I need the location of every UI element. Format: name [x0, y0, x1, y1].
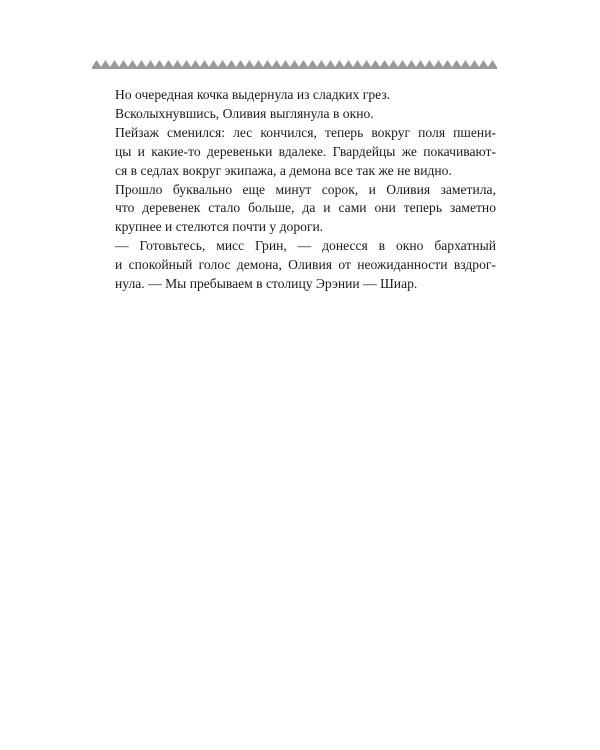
ornament-triangle [326, 60, 335, 67]
ornament-triangle [335, 60, 344, 67]
ornament-triangle [389, 60, 398, 67]
ornament-triangle [137, 60, 146, 67]
text-line: — Готовьтесь, мисс Грин, — донесся в окно бархатный [115, 238, 496, 254]
ornament-triangle [344, 60, 353, 67]
ornament-triangle [416, 60, 425, 67]
ornament-triangle [101, 60, 110, 67]
text-line: Прошло буквально еще минут сорок, и Оливия заметила, [115, 181, 496, 197]
ornament-triangle [191, 60, 200, 67]
ornament-triangle [425, 60, 434, 67]
text-line: Всколыхнувшись, Оливия выглянула в окно. [115, 105, 374, 121]
text-line: Пейзаж сменился: лес кончился, теперь вокруг поля пшени- [115, 124, 496, 140]
ornament-triangle [281, 60, 290, 67]
ornament-triangle [119, 60, 128, 67]
ornament-triangle [488, 60, 497, 67]
ornament-triangle [479, 60, 488, 67]
ornament-triangle [362, 60, 371, 67]
paragraph [97, 86, 496, 105]
ornament-triangle [209, 60, 218, 67]
ornament-triangle [371, 60, 380, 67]
ornament-triangle [245, 60, 254, 67]
text-line: ся в седлах вокруг экипажа, а демона все так же не видно. [115, 162, 452, 178]
paragraph [97, 181, 496, 238]
ornament-triangle [290, 60, 299, 67]
ornament-triangle [380, 60, 389, 67]
ornament-triangle [443, 60, 452, 67]
ornament-triangle [173, 60, 182, 67]
ornament-triangle [407, 60, 416, 67]
ornament-triangle [434, 60, 443, 67]
ornament-triangle [299, 60, 308, 67]
ornament-triangle [254, 60, 263, 67]
paragraph [97, 237, 496, 294]
ornament-triangle [452, 60, 461, 67]
ornament-triangle [317, 60, 326, 67]
ornament-triangle [155, 60, 164, 67]
ornament-triangle [200, 60, 209, 67]
ornament-triangle [110, 60, 119, 67]
ornament-triangle [263, 60, 272, 67]
text-line: Но очередная кочка выдернула из сладких грез. [115, 87, 391, 102]
ornament-triangle [461, 60, 470, 67]
ornament-triangle [308, 60, 317, 67]
ornament-triangle [398, 60, 407, 67]
ornament-border [92, 57, 497, 73]
text-line: нула. — Мы пребываем в столицу Эрэнии — Шиар. [115, 276, 418, 292]
text-line: крупнее и стелются почти у дороги. [115, 219, 324, 235]
text-line: что деревенек стало больше, да и сами они теперь заметно [115, 200, 496, 216]
ornament-triangle [92, 60, 101, 67]
ornament-triangle [353, 60, 362, 67]
text-line: цы и какие-то деревеньки вдалеке. Гвардейцы же покачивают- [115, 143, 496, 159]
ornament-triangle [470, 60, 479, 67]
ornament-triangle [272, 60, 281, 67]
ornament-triangle [128, 60, 137, 67]
ornament-triangle [218, 60, 227, 67]
paragraph [97, 124, 496, 181]
text-line: и спокойный голос демона, Оливия от неожиданности вздрог- [115, 257, 496, 273]
ornament-triangle [182, 60, 191, 67]
ornament-triangle [236, 60, 245, 67]
ornament-triangle [227, 60, 236, 67]
paragraph [97, 105, 496, 124]
ornament-triangle [164, 60, 173, 67]
body-text [97, 86, 496, 294]
ornament-triangle [146, 60, 155, 67]
